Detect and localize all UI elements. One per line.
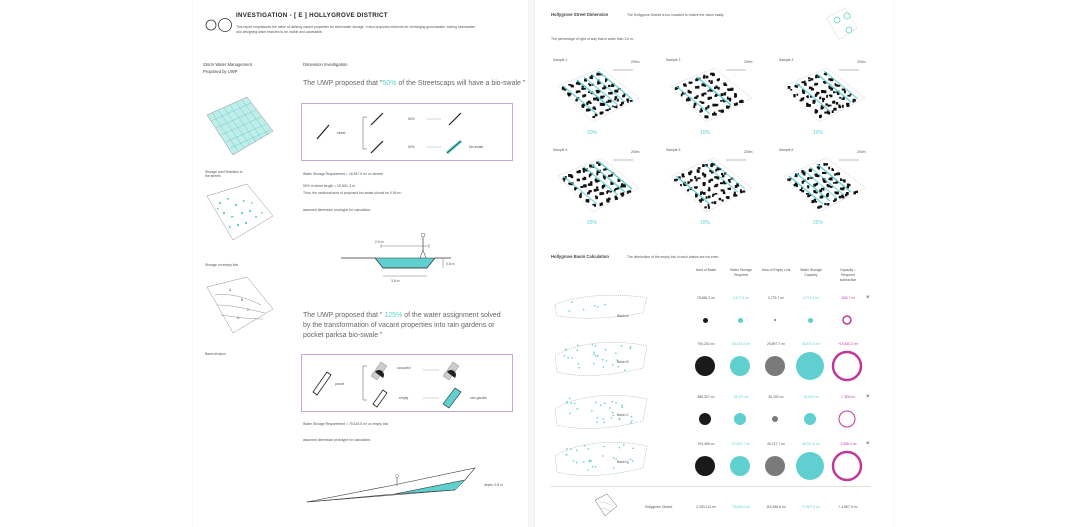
statement-1-hl: 50%	[382, 80, 397, 87]
basin-circle	[794, 350, 826, 382]
diagram2-rain-garden: rain garden	[470, 396, 488, 400]
basin-circle	[831, 350, 863, 382]
fail-mark-icon: ×	[866, 295, 870, 301]
street-split-diagram	[301, 103, 511, 159]
street-dim-note: The Hollygrove District is too crowded to realize the vision easily.	[627, 13, 725, 17]
diagram1-street: street	[337, 131, 346, 135]
sample-pct: 10%	[813, 130, 824, 136]
basin-col-header: Water Storage Required	[730, 268, 752, 277]
basin-value: 3,277.6 m³	[732, 296, 750, 300]
basin-value: 18,327 m³	[733, 395, 749, 399]
calc1-line-3: Thus, the sectional area of proposed bio-swale should be 0.94 m²	[303, 191, 402, 195]
basin-label-d: D	[237, 316, 240, 320]
logo-circles-icon	[205, 18, 239, 32]
basin-label-a: A	[229, 288, 232, 292]
calc1-line-1: Water Storage Requirement = 16,947.5 m³ on streets	[303, 172, 383, 176]
street-dim-subtitle: The percentage of right of way that is wider than 3.6 m:	[551, 37, 634, 41]
page-title: INVESTIGATION - [ E ] HOLLYGROVE DISTRICT	[236, 12, 388, 19]
basin-value: 3,779.7 m²	[767, 296, 785, 300]
basin-circle	[728, 354, 752, 378]
rain-garden-wedge	[305, 462, 485, 520]
total-value: 78,615.5 m³	[731, 505, 751, 509]
total-value: 2,333,113 m²	[696, 505, 716, 509]
bioswale-section	[331, 228, 471, 286]
basin-circle	[701, 316, 710, 325]
basin-circle	[806, 316, 815, 325]
left-sheet	[193, 0, 528, 527]
swm-title-line-1: Storm Water Management	[203, 62, 252, 67]
caption-streets: Storage and Retention in the streets	[205, 170, 243, 178]
section-depth: 0.8 m	[446, 262, 455, 266]
basin-circle	[831, 450, 863, 482]
sample-pct: 20%	[587, 130, 598, 136]
section-width: 2.6 m	[375, 240, 384, 244]
basin-value: +19,820.3 m³	[837, 342, 859, 346]
sample-scale: 200m	[744, 150, 753, 154]
diagram2-occupied: occupied	[397, 366, 411, 370]
assumed-1: assumed dimension prototype for calculation:	[303, 208, 372, 212]
statement-2-hl: 125%	[384, 312, 403, 319]
sample-scale: 200m	[631, 150, 640, 154]
basin-circle	[728, 454, 752, 478]
basin-circle	[841, 314, 853, 326]
statement-2	[303, 311, 508, 341]
section-bottom: 3.8 m	[391, 279, 400, 283]
basin-value: -2,556.4 m³	[839, 442, 857, 446]
sample-name: Sample 6	[779, 148, 794, 152]
sample-map	[553, 154, 645, 216]
assumed-2: assumed dimension prototype for calculation:	[303, 438, 372, 442]
caption-empty-lots: Storage on empty lots	[205, 263, 238, 267]
basin-value: 38,872.5 m³	[801, 342, 821, 346]
basin-label-b: B	[241, 298, 244, 302]
basin-value: 38,437.8 m³	[731, 342, 751, 346]
statement-1-pre: The UWP proposed that "	[303, 80, 383, 87]
calc1-line-2: 50% of street length = 18,000 .3 m	[303, 184, 355, 188]
statement-2-post: of the water assignment solved by the transformation of vacant properties into rain gardens or pocket parksa bio-swale "	[303, 312, 501, 339]
basin-circle	[772, 317, 778, 323]
basin-value: 78,836.3 m²	[696, 296, 716, 300]
basin-value: 388,327 m²	[697, 395, 715, 399]
sample-pct: 10%	[700, 220, 711, 226]
sample-pct: 25%	[813, 220, 824, 226]
street-dim-title: Hollygrove Street Dimension	[551, 12, 609, 17]
basin-col-header: Water Storage Capacity	[800, 268, 822, 277]
basin-value: 18,322 m³	[803, 395, 819, 399]
statement-1	[303, 80, 525, 87]
basin-circle	[794, 450, 826, 482]
sample-pct: 25%	[587, 220, 598, 226]
basin-circle	[732, 411, 748, 427]
basin-value: -7,803 m³	[840, 395, 856, 399]
sample-name: Sample 3	[779, 58, 794, 62]
sample-scale: 200m	[857, 150, 866, 154]
basin-map	[551, 292, 651, 320]
dim-title: Dimension Investigation	[303, 62, 348, 67]
basin-circle	[697, 411, 713, 427]
statement-1-post: of the Streetscaps will have a bio-swale "	[396, 80, 526, 87]
total-value: 77,827.9 m³	[801, 505, 821, 509]
total-divider	[551, 486, 871, 487]
basin-title: Hollygrove Basin Calculation	[551, 254, 609, 259]
sample-scale: 200m	[744, 60, 753, 64]
fail-mark-icon: ×	[866, 394, 870, 400]
sample-scale: 200m	[631, 60, 640, 64]
basin-value: 37,467.7 m³	[731, 442, 751, 446]
basin-label-c: C	[247, 308, 250, 312]
total-label: Hollygrove District	[645, 505, 673, 509]
basin-row-label: Basin C	[617, 413, 629, 417]
sample-name: Sample 4	[553, 148, 568, 152]
street-storage-map	[205, 95, 275, 165]
basin-circle	[763, 454, 787, 478]
empty-lots-map	[205, 182, 275, 252]
basin-value: 790,233 m²	[697, 342, 715, 346]
basin-value: 794,456 m²	[697, 442, 715, 446]
basin-value: -506.7 m³	[840, 296, 856, 300]
district-map-icon	[593, 492, 619, 518]
sample-map	[779, 154, 871, 216]
basin-col-header: Capacity – Required subtraction	[839, 268, 857, 282]
basin-circle	[802, 411, 818, 427]
diagram1-bioswale: bio-swale	[469, 145, 484, 149]
basin-division-map	[205, 275, 275, 345]
basin-row-label: Basin D	[617, 460, 629, 464]
basin-note: The distribution of the empty lots in each basins are not even.	[627, 255, 720, 259]
basin-circle	[837, 409, 857, 429]
basin-row-label: Basin A	[617, 314, 629, 318]
page-desc-line-1: This report emphasizes the value of utilizing vacant properties for stormwater storage. It also proposes methods for recharging groundwater, storing stormwater,	[236, 25, 476, 29]
swm-title-line-2: Proposed by UWP	[203, 69, 238, 74]
key-map	[825, 6, 859, 44]
basin-circle	[763, 354, 787, 378]
basin-circle	[693, 354, 717, 378]
statement-2-pre: The UWP proposed that "	[303, 312, 385, 319]
diagram2-parcel: parcel	[335, 382, 345, 386]
basin-circle	[770, 414, 780, 424]
sample-map	[779, 64, 871, 126]
total-value: + 4,867.9 m³	[838, 505, 858, 509]
basin-value: 35,392 m²	[768, 395, 784, 399]
caption-basin-division: Basin division	[205, 352, 226, 356]
sample-scale: 200m	[857, 60, 866, 64]
basin-value: 25,897.7 m²	[766, 342, 786, 346]
basin-value: 2,771.9 m³	[802, 296, 820, 300]
basin-col-header: Area of Basin	[695, 268, 717, 272]
basin-map	[551, 391, 651, 431]
diagram1-pct-bottom: 50%	[408, 145, 415, 149]
sample-pct: 10%	[700, 130, 711, 136]
right-sheet	[535, 0, 893, 527]
sample-map	[666, 64, 758, 126]
page-desc-line-2: and designing water features to be visible and accessible.	[236, 30, 323, 34]
parcel-diagram	[301, 354, 511, 410]
basin-value: 45,747.7 m²	[766, 442, 786, 446]
sample-name: Sample 1	[553, 58, 568, 62]
basin-circle	[693, 454, 717, 478]
total-value: 116,358.8 m²	[766, 505, 786, 509]
basin-col-header: Area of Empty Lots	[761, 268, 791, 272]
sample-map	[553, 64, 645, 126]
sample-name: Sample 5	[666, 148, 681, 152]
calc2: Water Storage Requirement = 78,615.5 m³ on empty lots	[303, 422, 389, 426]
diagram2-empty: empty	[399, 396, 409, 400]
basin-value: 38,317.5 m³	[801, 442, 821, 446]
diagram1-pct-top: 50%	[408, 117, 415, 121]
basin-map	[551, 438, 651, 478]
basin-map	[551, 338, 651, 378]
sample-map	[666, 154, 758, 216]
depth-label: depth: 0.8 m	[484, 483, 503, 487]
fail-mark-icon: ×	[866, 441, 870, 447]
basin-row-label: Basin B	[617, 360, 629, 364]
basin-circle	[736, 316, 745, 325]
sample-name: Sample 2	[666, 58, 681, 62]
